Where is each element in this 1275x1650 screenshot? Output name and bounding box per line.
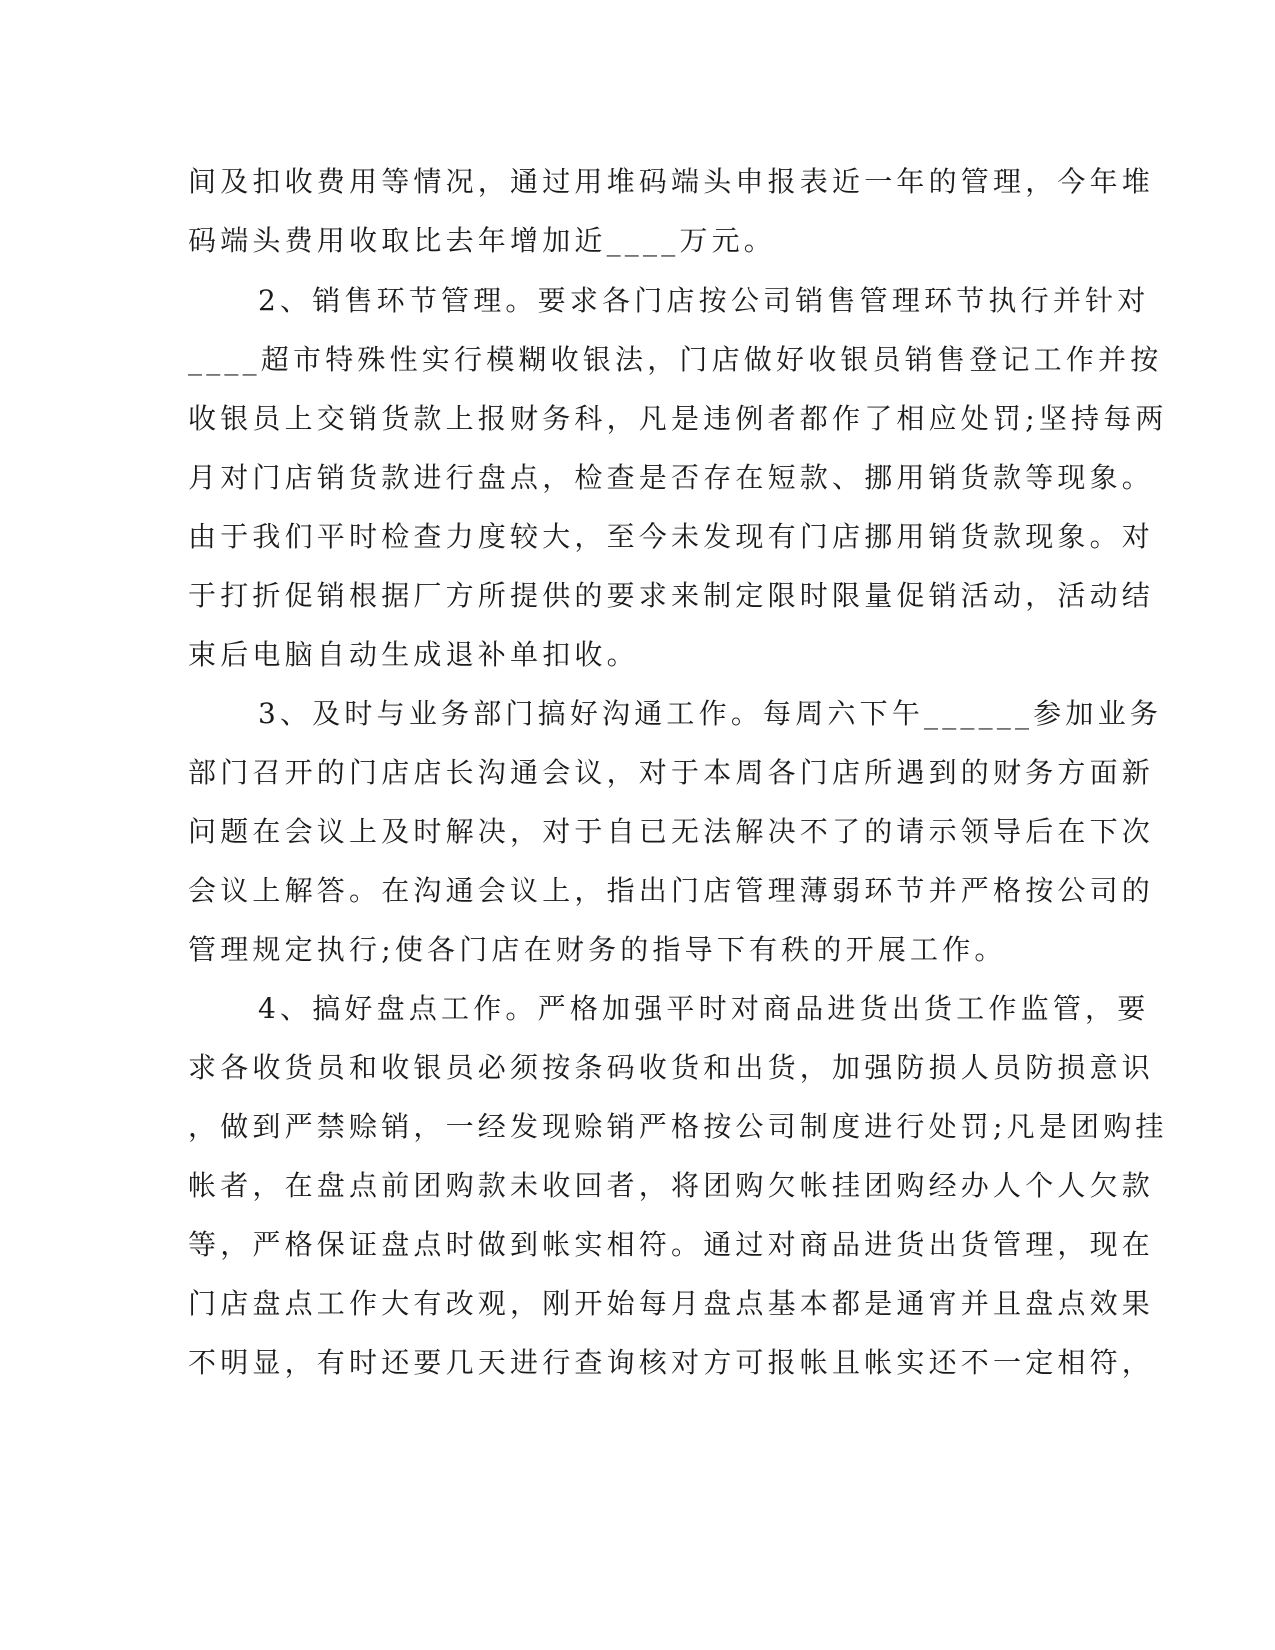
text-line: 门店盘点工作大有改观，刚开始每月盘点基本都是通宵并且盘点效果 xyxy=(188,1287,1155,1320)
text-line: 帐者，在盘点前团购款未收回者，将团购欠帐挂团购经办人个人欠款 xyxy=(188,1169,1155,1202)
text-line: 码端头费用收取比去年增加近____万元。 xyxy=(188,224,777,257)
text-line: 问题在会议上及时解决，对于自已无法解决不了的请示领导后在下次 xyxy=(188,815,1155,848)
text-line: 会议上解答。在沟通会议上，指出门店管理薄弱环节并严格按公司的 xyxy=(188,874,1155,907)
text-line: 部门召开的门店店长沟通会议，对于本周各门店所遇到的财务方面新 xyxy=(188,756,1155,789)
text-line: 2、销售环节管理。要求各门店按公司销售管理环节执行并针对 xyxy=(258,284,1150,317)
text-line: 管理规定执行;使各门店在财务的指导下有秩的开展工作。 xyxy=(188,933,1007,966)
text-line: 求各收货员和收银员必须按条码收货和出货，加强防损人员防损意识 xyxy=(188,1051,1155,1084)
text-line: 月对门店销货款进行盘点，检查是否存在短款、挪用销货款等现象。 xyxy=(188,461,1155,494)
text-line: 4、搞好盘点工作。严格加强平时对商品进货出货工作监管，要 xyxy=(258,992,1150,1025)
text-line: 等，严格保证盘点时做到帐实相符。通过对商品进货出货管理，现在 xyxy=(188,1228,1155,1261)
text-line: 不明显，有时还要几天进行查询核对方可报帐且帐实还不一定相符， xyxy=(188,1346,1155,1379)
text-line: 于打折促销根据厂方所提供的要求来制定限时限量促销活动，活动结 xyxy=(188,579,1155,612)
text-line: 间及扣收费用等情况，通过用堆码端头申报表近一年的管理，今年堆 xyxy=(188,165,1155,198)
text-line: 3、及时与业务部门搞好沟通工作。每周六下午______参加业务 xyxy=(258,697,1163,730)
text-line: ____超市特殊性实行模糊收银法，门店做好收银员销售登记工作并按 xyxy=(188,343,1163,376)
text-line: 由于我们平时检查力度较大，至今未发现有门店挪用销货款现象。对 xyxy=(188,520,1155,553)
text-line: 收银员上交销货款上报财务科，凡是违例者都作了相应处罚;坚持每两 xyxy=(188,402,1168,435)
text-line: 束后电脑自动生成退补单扣收。 xyxy=(188,638,639,671)
text-line: ，做到严禁赊销，一经发现赊销严格按公司制度进行处罚;凡是团购挂 xyxy=(188,1110,1168,1143)
